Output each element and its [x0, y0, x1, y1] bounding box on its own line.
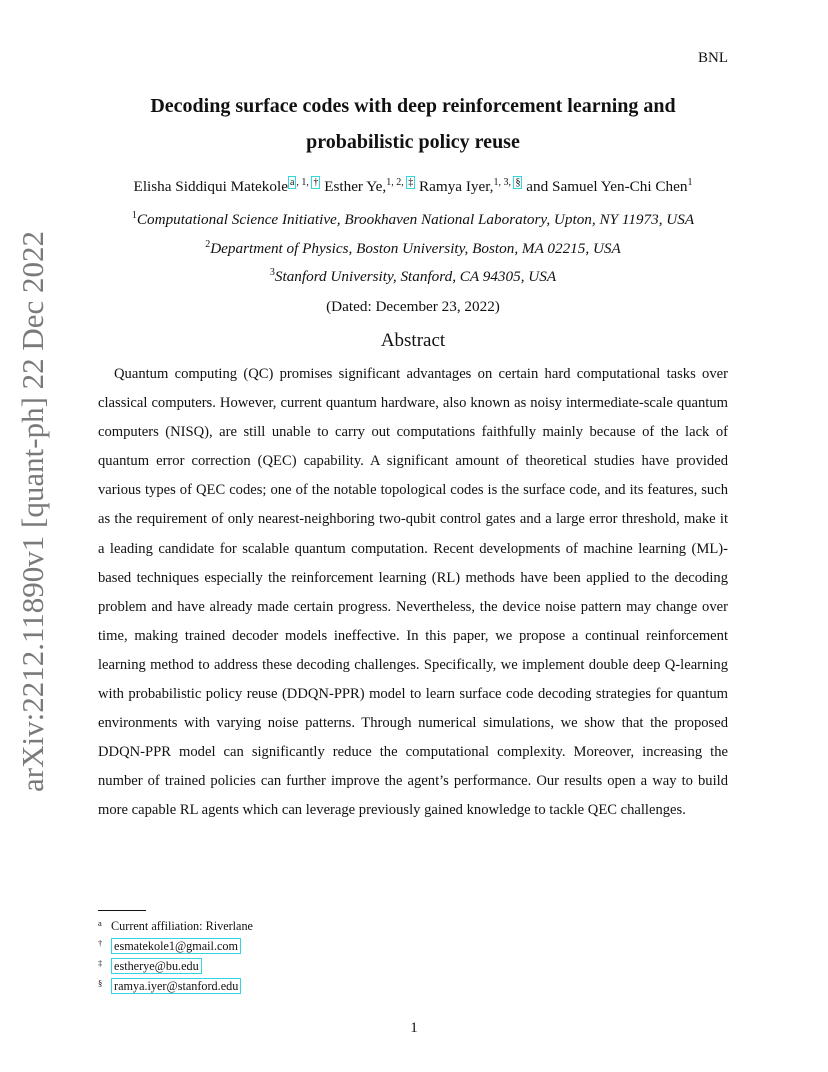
author-name: Elisha Siddiqui Matekole	[133, 178, 288, 195]
affiliation-number: 3	[269, 267, 275, 278]
email-mark-link[interactable]: †	[313, 177, 319, 188]
affiliation-number: 2	[205, 239, 211, 250]
footnote-mark: †	[98, 938, 103, 948]
running-header: BNL	[698, 50, 728, 66]
affiliation-text: Stanford University, Stanford, CA 94305, USA	[274, 268, 557, 285]
email-link[interactable]: esmatekole1@gmail.com	[111, 938, 241, 954]
abstract-body: Quantum computing (QC) promises significant advantages on certain hard computational tasks over classical computers. However, current quantum hardware, also known as noisy intermediate-scale quantum computers (NISQ), are still unable to carry out computations faithfully mainly because of the lack of quantum error correction (QEC) capability. A significant amount of theoretical studies have provided various types of QEC codes; one of the notable topological codes is the surface code, and its features, such as the requirement of only nearest-neighboring two-qubit control gates and a large error threshold, make it a leading candidate for scalable quantum computation. Recent developments of machine learning (ML)-based techniques especially the reinforcement learning (RL) methods have been applied to the decoding problem and have already made certain progress. Nevertheless, the device noise pattern may change over time, making trained decoder models ineffective. In this paper, we propose a continual reinforcement learning method to address these decoding challenges. Specifically, we implement double deep Q-learning with probabilistic policy reuse (DDQN-PPR) model to learn surface code decoding strategies for quantum environments with varying noise patterns. Through numerical simulations, we show that the proposed DDQN-PPR model can significantly reduce the computational complexity. Moreover, increasing the number of trained policies can further improve the agent’s performance. Our results open a way to build more capable RL agents which can leverage previously gained knowledge to tackle QEC challenges.	[98, 366, 728, 819]
author-name: Ramya Iyer,	[419, 178, 494, 195]
footnote	[98, 978, 241, 994]
footnote-mark: ‡	[98, 958, 103, 968]
date-line: (Dated: December 23, 2022)	[326, 298, 500, 315]
affiliation-line	[98, 267, 728, 286]
paper-title: Decoding surface codes with deep reinforcement learning and probabilistic policy reuse	[150, 95, 676, 153]
affiliation-marks: 1, 2,	[386, 177, 407, 188]
footnote-rule	[98, 910, 146, 911]
affiliation-text: Computational Science Initiative, Brookhaven National Laboratory, Upton, NY 11973, USA	[136, 211, 695, 228]
affiliation-line	[98, 239, 728, 258]
email-link[interactable]: estherye@bu.edu	[111, 958, 202, 974]
footnote-mark: §	[98, 978, 103, 988]
footnote	[98, 938, 241, 954]
footnote	[98, 918, 253, 934]
affiliation-text: Department of Physics, Boston University, Boston, MA 02215, USA	[210, 240, 621, 257]
email-link[interactable]: ramya.iyer@stanford.edu	[111, 978, 241, 994]
footnote	[98, 958, 202, 974]
footnote-text: Current affiliation: Riverlane	[111, 919, 253, 933]
author-separator: and	[522, 178, 553, 195]
page-number: 1	[410, 1020, 418, 1036]
footnote-mark: a	[98, 918, 102, 928]
affiliation-number: 1	[131, 210, 137, 221]
affiliation-marks: , 1,	[296, 177, 312, 188]
author-list	[98, 177, 728, 196]
affiliation-marks: 1, 3,	[493, 177, 514, 188]
abstract-heading: Abstract	[380, 330, 446, 351]
affiliation-marks: 1	[687, 177, 693, 188]
affiliation-line	[98, 210, 728, 229]
email-mark-link[interactable]: §	[515, 177, 521, 188]
author-name: Samuel Yen-Chi Chen	[552, 178, 688, 195]
affiliation-mark-link[interactable]: a	[289, 177, 295, 188]
email-mark-link[interactable]: ‡	[408, 177, 414, 188]
arxiv-identifier: arXiv:2212.11890v1 [quant-ph] 22 Dec 2022	[15, 230, 50, 792]
author-name: Esther Ye,	[324, 178, 387, 195]
